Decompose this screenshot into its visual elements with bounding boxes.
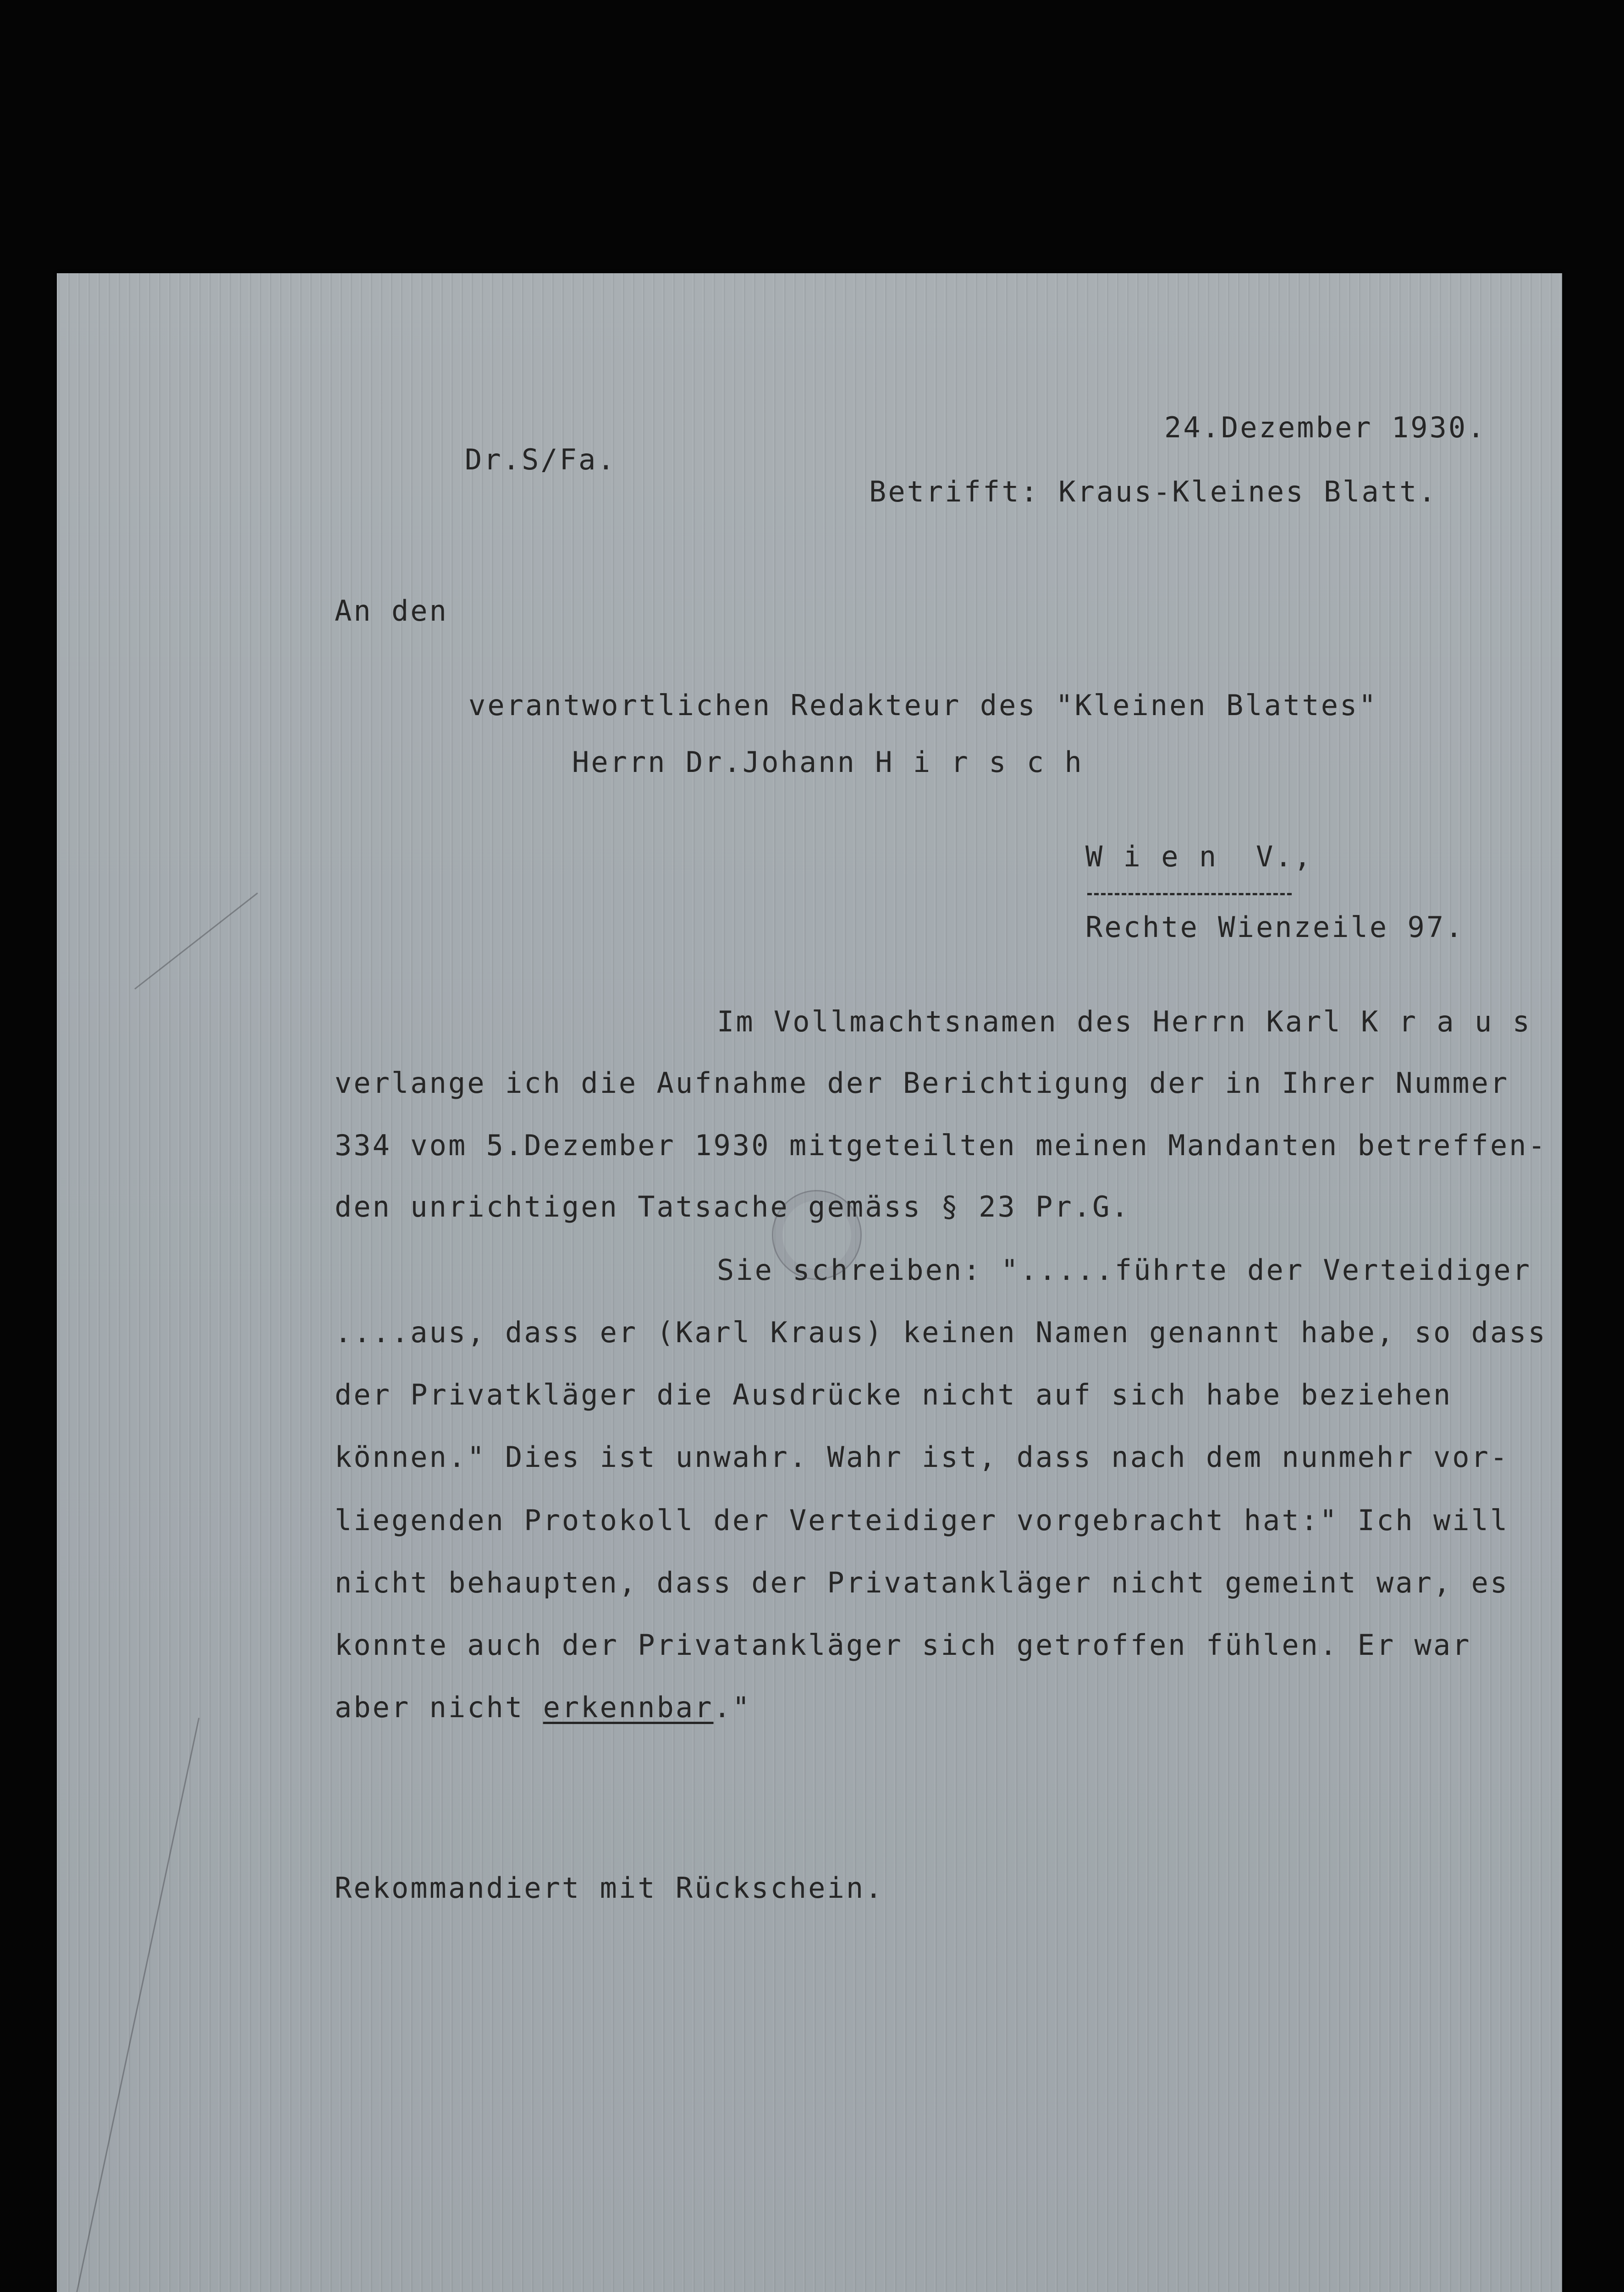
body-line: konnte auch der Privatankläger sich getroffen fühlen. Er war <box>335 1628 1471 1662</box>
reference-code: Dr.S/Fa. <box>465 443 617 476</box>
body-line: den unrichtigen Tatsache gemäss § 23 Pr.G. <box>335 1190 1130 1223</box>
recipient-title: verantwortlichen Redakteur des "Kleinen Blattes" <box>468 689 1378 722</box>
recipient-city: W i e n V., <box>1085 840 1313 873</box>
body-line: verlange ich die Aufnahme der Berichtigung der in Ihrer Nummer <box>335 1066 1509 1100</box>
body-line: nicht behaupten, dass der Privatankläger nicht gemeint war, es <box>335 1566 1509 1599</box>
body-line: Im Vollmachtsnamen des Herrn Karl K r a u s <box>717 1005 1532 1038</box>
archive-stamp <box>772 1190 862 1280</box>
salutation: An den <box>335 594 448 628</box>
letter-sheet <box>57 273 1562 2292</box>
body-last-prefix: aber nicht <box>335 1691 543 1724</box>
body-line: Sie schreiben: ".....führte der Verteidiger <box>717 1253 1532 1287</box>
body-line: der Privatkläger die Ausdrücke nicht auf sich habe beziehen <box>335 1378 1453 1411</box>
body-line-last <box>335 1691 751 1724</box>
subject-line: Betrifft: Kraus-Kleines Blatt. <box>869 475 1437 508</box>
recipient-name: Herrn Dr.Johann H i r s c h <box>572 745 1084 779</box>
body-line: können." Dies ist unwahr. Wahr ist, dass nach dem nunmehr vor- <box>335 1440 1509 1474</box>
recipient-street: Rechte Wienzeile 97. <box>1085 910 1464 944</box>
body-line: ....aus, dass er (Karl Kraus) keinen Namen genannt habe, so dass <box>335 1316 1547 1349</box>
city-underline <box>1087 893 1292 898</box>
underlined-word: erkennbar <box>543 1691 714 1724</box>
delivery-note: Rekommandiert mit Rückschein. <box>335 1871 884 1905</box>
body-last-suffix: ." <box>713 1691 752 1724</box>
body-line: 334 vom 5.Dezember 1930 mitgeteilten meinen Mandanten betreffen- <box>335 1129 1547 1162</box>
body-line: liegenden Protokoll der Verteidiger vorgebracht hat:" Ich will <box>335 1504 1509 1537</box>
pencil-mark <box>55 1718 200 2292</box>
letter-date: 24.Dezember 1930. <box>1164 411 1486 444</box>
pencil-mark <box>134 893 258 990</box>
